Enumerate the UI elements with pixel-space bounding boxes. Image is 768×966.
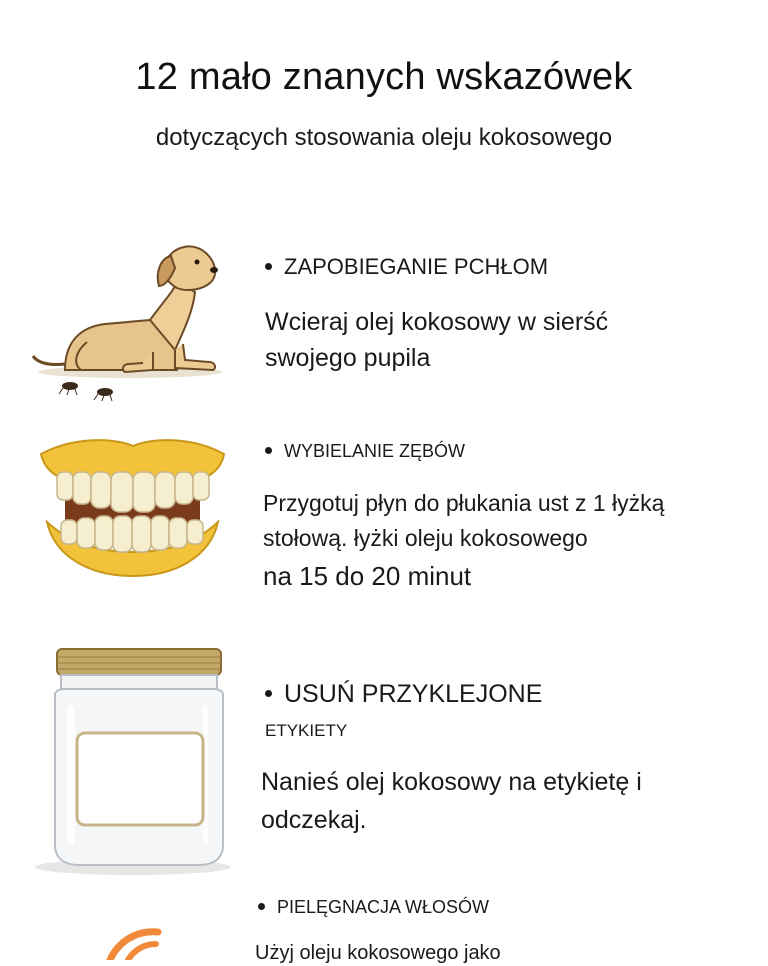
teeth-icon — [35, 432, 230, 582]
tip-4-heading: PIELĘGNACJA WŁOSÓW — [258, 897, 489, 918]
tip-3-heading-line2: ETYKIETY — [265, 721, 348, 740]
bullet-icon — [265, 690, 272, 697]
bullet-icon — [265, 263, 272, 270]
tip-1-heading: ZAPOBIEGANIE PCHŁOM — [265, 254, 548, 280]
hair-icon — [100, 920, 180, 960]
tip-4-text: Użyj oleju kokosowego jako — [255, 942, 501, 964]
bullet-icon — [265, 447, 272, 454]
tip-3-text: Nanieś olej kokosowy na etykietę i odczekaj. — [261, 768, 642, 834]
tip-1-text: Wcieraj olej kokosowy w sierść swojego pupila — [265, 308, 609, 373]
page-title: 12 mało znanych wskazówek — [135, 56, 633, 98]
page-subtitle: dotyczących stosowania oleju kokosowego — [155, 124, 613, 151]
glass-jar-icon — [25, 645, 240, 880]
dog-with-fleas-icon — [25, 232, 225, 407]
tip-2-text: Przygotuj płyn do płukania ust z 1 łyżką stołową. łyżki oleju kokosowego na 15 do 20 minut — [263, 490, 665, 591]
tip-3-heading: USUŃ PRZYKLEJONE — [265, 680, 542, 709]
bullet-icon — [258, 903, 265, 910]
tip-2-heading: WYBIELANIE ZĘBÓW — [265, 441, 465, 462]
